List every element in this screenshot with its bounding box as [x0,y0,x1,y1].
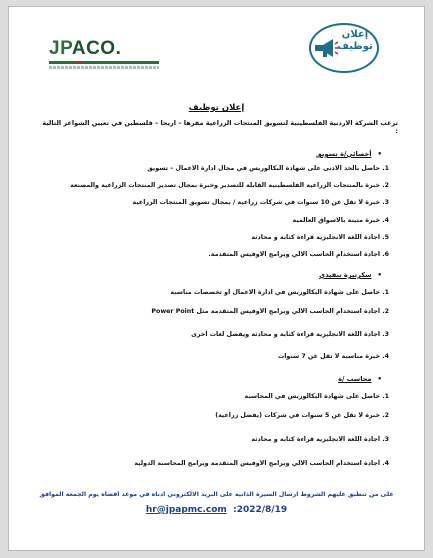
list-item: 1. حاصل على شهادة البكالوريس في المحاسبة [244,393,389,400]
list-item: 2. خبرة لا تقل عن 5 سنوات في شركات (يفضل زراعية) [215,412,389,419]
list-item: 3. خبرة لا تقل عن 10 سنوات في شركات زراعية / بمجال تسويق المنتجات الزراعية [132,199,389,206]
list-item: 2. اجادة استخدام الحاسب الالي وبرامج الاوفيس المتقدمة مثل Power Point [151,308,389,315]
job-ad-badge [305,19,381,75]
list-item: 1. حاصل على شهادة البكالوريس في ادارة الاعمال او تخصصات مناسبة [170,289,389,296]
list-item: 6. اجادة استخدام الحاسب الالي وبرامج الاوفيس المتقدمة. [208,251,389,258]
badge-text: إعلان توظيف [337,29,373,52]
deadline-date: 2022/8/19 [236,505,288,515]
application-instructions: على من تنطبق عليهم الشروط ارسال السيرة الذاتيه على البريد الالكتروني ادناه في موعد اقصاه يوم الجمعة الموافق [39,491,394,498]
list-item: 3. اجادة اللغة الانجليزية قراءة كتابة و محادثة [251,436,389,443]
company-logo [49,39,121,59]
list-item: 4. اجادة استخدام الحاسب الالي وبرامج الاوفيس المتقدمة وبرامج المحاسبة الدولية [134,460,389,467]
logo-wordmark: JPACO. [49,38,122,59]
logo-underline [49,61,159,64]
section-title-marketing: •أخصائي/ة تسويق [316,150,382,158]
section-title-secretary: •سكرتيرة تنفيذي [319,271,382,279]
document-page [8,6,425,551]
email-link[interactable]: hr@jpapmc.com [145,505,227,515]
list-item: 5. اجادة اللغة الانجليزية قراءة كتابة و محادثة [251,234,389,241]
page-title: إعلان توظيف [188,103,245,113]
list-item: 4. خبرة متينة بالاسواق العالمية [292,217,389,224]
list-item: 1. حاصل بالحد الادنى على شهادة البكالوريس في مجال ادارة الاعمال – تسويق [147,165,389,172]
intro-paragraph: ترغب الشركة الاردنية الفلسطينية لتسويق المنتجات الزراعية مقرها – اريحا – فلسطين في تعيين الشواغر التالية : [42,119,398,135]
list-item: 2. خبرة بالمنتجات الزراعية الفلسطينية القابلة للتصدير وخبرة بمجال تصدير المنتجات الزراعية والمصنعة [70,182,389,189]
section-title-accountant: •محاسب /ة [338,375,382,383]
logo-tagline-strip [49,66,159,69]
list-item: 3. اجادة اللغة الانجليزية قراءة كتابة و محادثة ويفضل لغات اخرى [191,331,389,338]
list-item: 4. خبرة مناسبة لا تقل عن 7 سنوات [277,353,389,360]
contact-line: hr@jpapmc.com :2022/8/19 [145,505,288,515]
